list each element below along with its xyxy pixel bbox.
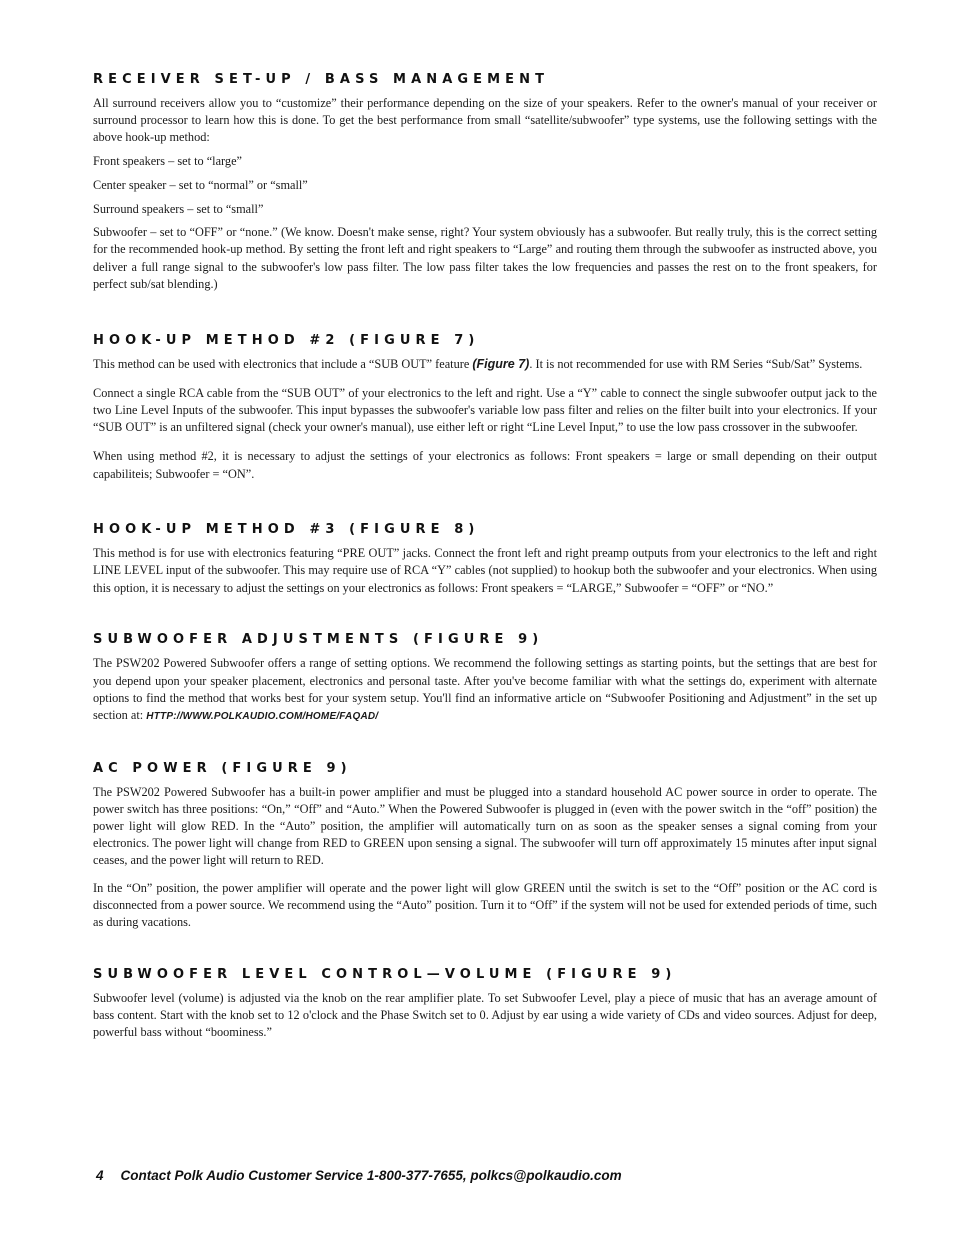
page-content: [93, 71, 877, 1048]
paragraph: When using method #2, it is necessary to adjust the settings of your electronics as follows: Front speakers = large or small depending on their output capabiliteis; Subwoofer = “ON”.: [93, 449, 877, 481]
section-heading: SUBWOOFER ADJUSTMENTS (FIGURE 9): [93, 632, 544, 648]
section-subwoofer-adjustments: [93, 631, 877, 725]
section-heading: AC POWER (FIGURE 9): [93, 760, 352, 776]
section-subwoofer-level-control: [93, 966, 877, 1042]
paragraph: Subwoofer – set to “OFF” or “none.” (We know. Doesn't make sense, right? Your system obviously has a subwoofer. But really truly, this is the correct setting for the recommended hook-up method. By setting the front left and right speakers to “Large” and routing them through the subwoofer as instructed above, you deliver a full range signal to the subwoofer's low pass filter. The low pass filter takes the low frequencies and passes the rest on to the front speakers, for perfect sub/sat blending.): [93, 225, 877, 291]
section-heading: SUBWOOFER LEVEL CONTROL—VOLUME (FIGURE 9): [93, 966, 677, 982]
paragraph-text: The PSW202 Powered Subwoofer offers a range of setting options. We recommend the following settings as starting points, but the settings that are best for you depend upon your speaker placement, electronics and personal taste. After you've become familiar with what the settings do, experiment with alternate options to find the method that works best for your system setup. You'll find an informative article on “Subwoofer Positioning and Adjustment” in the set up section at:: [93, 656, 877, 722]
footer-contact-text: Contact Polk Audio Customer Service 1-800-377-7655, polkcs@polkaudio.com: [120, 1168, 622, 1183]
paragraph: This method is for use with electronics featuring “PRE OUT” jacks. Connect the front left and right preamp outputs from your electronics to the left and right LINE LEVEL input of the subwoofer. This may require use of RCA “Y” cables (not supplied) to hookup both the subwoofer and your electronics. When using this option, it is necessary to adjust the settings on your electronics as follows: Front speakers = “LARGE,” Subwoofer = “OFF” or “NO.”: [93, 546, 877, 595]
paragraph: All surround receivers allow you to “customize” their performance depending on the size of your speakers. Refer to the owner's manual of your receiver or surround processor to learn how this is done. To get the best performance from small “satellite/subwoofer” type systems, use the following settings with the above hook-up method:: [93, 96, 877, 145]
section-hookup-method-3: [93, 521, 877, 597]
paragraph-text: . It is not recommended for use with RM Series “Sub/Sat” Systems.: [529, 356, 863, 371]
figure-reference: (Figure 7): [472, 356, 530, 371]
paragraph: In the “On” position, the power amplifier will operate and the power light will glow GREEN until the switch is set to the “Off” position or the AC cord is disconnected from a power source. We recommend using the “Auto” position. Turn it to “Off” if the system will not be used for extended periods of time, such as during vacations.: [93, 880, 877, 930]
paragraph: [93, 356, 877, 373]
paragraph: Subwoofer level (volume) is adjusted via the knob on the rear amplifier plate. To set Subwoofer Level, play a piece of music that has an average amount of bass content. Start with the knob set to 12 o'clock and the Phase Switch set to 0. Adjust by ear using a wide variety of CDs and video sources. Adjust for deep, powerful bass without “boominess.”: [93, 990, 877, 1040]
section-hookup-method-2: [93, 332, 877, 483]
paragraph: Surround speakers – set to “small”: [93, 201, 264, 216]
paragraph: Front speakers – set to “large”: [93, 154, 242, 169]
section-heading: RECEIVER SET-UP / BASS MANAGEMENT: [93, 72, 550, 87]
section-heading: HOOK-UP METHOD #2 (FIGURE 7): [93, 332, 480, 348]
section-receiver-setup: [93, 71, 877, 293]
paragraph: [93, 655, 877, 725]
paragraph-text: This method can be used with electronics that include a “SUB OUT” feature: [93, 356, 473, 371]
page-footer: [96, 1168, 622, 1183]
paragraph: Center speaker – set to “normal” or “small”: [93, 177, 308, 192]
faq-url-link[interactable]: HTTP://WWW.POLKAUDIO.COM/HOME/FAQAD/: [146, 710, 379, 722]
section-ac-power: [93, 760, 877, 932]
paragraph: Connect a single RCA cable from the “SUB OUT” of your electronics to the left and right. Use a “Y” cable to connect the single subwoofer output jack to the two Line Level Inputs of the subwoofer. This input bypasses the subwoofer's variable low pass filter and relies on the filter built into your electronics. If your “SUB OUT” is an unfiltered signal (check your owner's manual), use either left or right “Line Level Input,” to use the low pass crossover in the subwoofer.: [93, 385, 877, 435]
paragraph: The PSW202 Powered Subwoofer has a built-in power amplifier and must be plugged into a standard household AC power source in order to operate. The power switch has three positions: “On,” “Off” and “Auto.” When the Powered Subwoofer is plugged in (even with the power switch in the “off” position) the power light will glow RED. In the “Auto” position, the amplifier will automatically turn on as soon as the speaker senses a signal coming from your electronics. The power light will change from RED to GREEN upon sensing a signal. The subwoofer will turn off approximately 15 minutes after input signal ceases, and the power light will return to RED.: [93, 784, 877, 868]
section-heading: HOOK-UP METHOD #3 (FIGURE 8): [93, 522, 480, 538]
page-number: 4: [96, 1168, 104, 1183]
